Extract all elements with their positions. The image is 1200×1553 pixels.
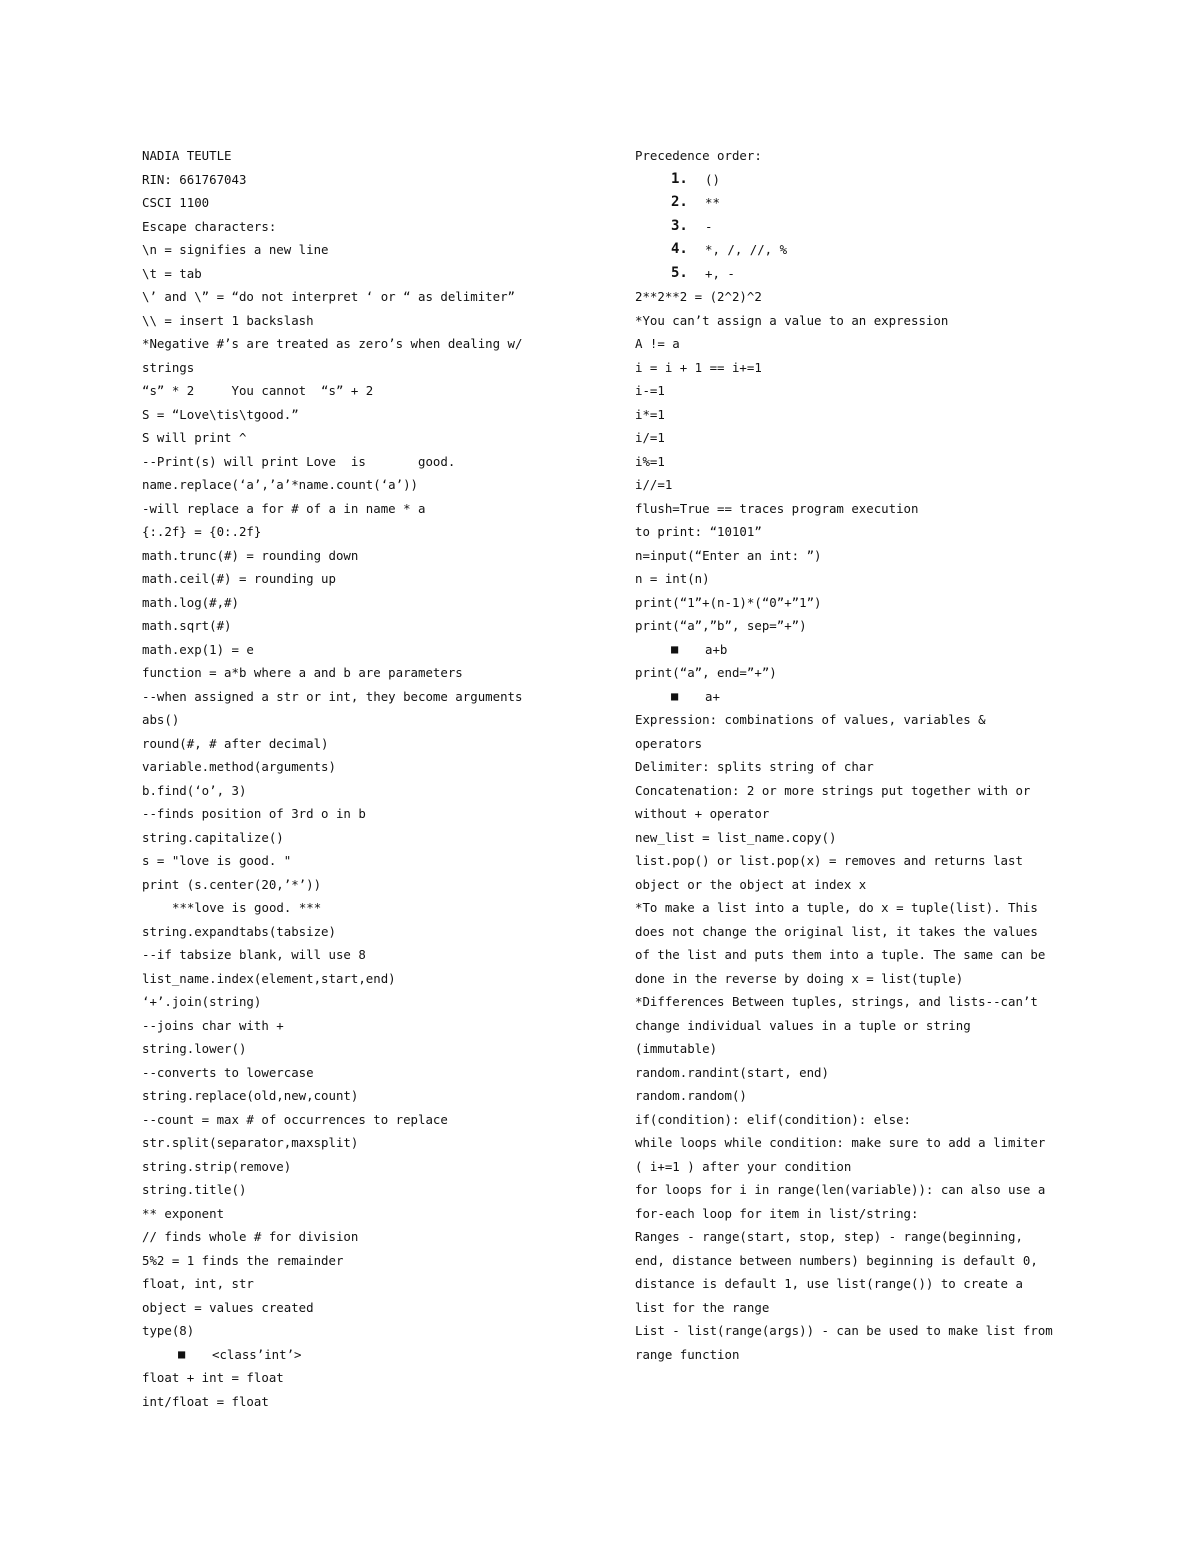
note-line: object or the object at index x <box>635 876 867 892</box>
note-line: if(condition): elif(condition): else: <box>635 1111 912 1127</box>
note-line: variable.method(arguments) <box>142 759 336 774</box>
note-line: --count = max # of occurrences to replace <box>142 1111 448 1127</box>
note-line: math.trunc(#) = rounding down <box>142 547 359 563</box>
right-column <box>635 144 1065 1366</box>
note-line: *Negative #’s are treated as zero’s when dealing w/ <box>142 336 523 351</box>
note-line: string.lower() <box>142 1041 247 1056</box>
note-line: print(“a”,”b”, sep=”+”) <box>635 618 807 633</box>
note-line: 5%2 = 1 finds the remainder <box>142 1252 344 1268</box>
note-line: string.expandtabs(tabsize) <box>142 923 336 939</box>
note-line: \t = tab <box>142 265 202 281</box>
note-line: i = i + 1 == i+=1 <box>635 359 762 375</box>
note-line: math.exp(1) = e <box>142 641 254 657</box>
note-line: --if tabsize blank, will use 8 <box>142 947 366 962</box>
note-line: distance is default 1, use list(range()) to create a <box>635 1276 1023 1291</box>
note-line: i%=1 <box>635 453 665 469</box>
note-line: does not change the original list, it takes the values <box>635 923 1038 939</box>
note-line: \\ = insert 1 backslash <box>142 312 314 328</box>
note-line: Escape characters: <box>142 218 277 234</box>
note-line: (immutable) <box>635 1041 718 1056</box>
item-number: 2. <box>671 194 688 210</box>
item-text: () <box>705 171 720 187</box>
note-line: --joins char with + <box>142 1017 284 1033</box>
item-number: 1. <box>671 170 688 187</box>
note-line: string.capitalize() <box>142 829 284 845</box>
note-line: --converts to lowercase <box>142 1064 314 1080</box>
note-line: Ranges - range(start, stop, step) - range(beginning, <box>635 1229 1023 1244</box>
note-line: “s” * 2 You cannot “s” + 2 <box>142 383 374 398</box>
note-line: A != a <box>635 336 680 351</box>
note-line: Precedence order: <box>635 148 762 163</box>
item-text: ** <box>705 195 720 210</box>
item-number: 5. <box>671 264 688 281</box>
note-line: \’ and \” = “do not interpret ‘ or “ as delimiter” <box>142 289 515 304</box>
numbered-item <box>635 191 1065 215</box>
left-column <box>142 144 582 1413</box>
note-line: i/=1 <box>635 430 665 445</box>
note-line: without + operator <box>635 806 770 821</box>
item-number: 4. <box>671 241 688 257</box>
note-line: math.ceil(#) = rounding up <box>142 571 336 586</box>
square-bullet-icon: ■ <box>178 1346 186 1361</box>
note-line: CSCI 1100 <box>142 195 210 210</box>
note-line: --when assigned a str or int, they become arguments <box>142 688 523 704</box>
note-line: string.replace(old,new,count) <box>142 1088 359 1103</box>
note-line: // finds whole # for division <box>142 1229 359 1244</box>
note-line: list.pop() or list.pop(x) = removes and returns last <box>635 853 1023 868</box>
item-number: 3. <box>671 217 688 234</box>
item-text: +, - <box>705 265 735 281</box>
note-line: float, int, str <box>142 1276 254 1291</box>
note-line: Expression: combinations of values, variables & <box>635 712 986 727</box>
note-line: Delimiter: splits string of char <box>635 759 874 774</box>
note-line: str.split(separator,maxsplit) <box>142 1135 359 1150</box>
note-line: RIN: 661767043 <box>142 171 247 187</box>
note-line: -will replace a for # of a in name * a <box>142 500 426 516</box>
note-line: random.randint(start, end) <box>635 1064 829 1080</box>
note-line: strings <box>142 359 195 375</box>
note-line: string.title() <box>142 1182 247 1197</box>
note-line: function = a*b where a and b are parameters <box>142 665 463 680</box>
note-line: object = values created <box>142 1299 314 1315</box>
numbered-item <box>635 238 1065 262</box>
note-line: list for the range <box>635 1299 770 1315</box>
item-text: a+b <box>705 641 728 657</box>
note-line: round(#, # after decimal) <box>142 735 329 751</box>
note-line: math.sqrt(#) <box>142 618 232 633</box>
note-line: done in the reverse by doing x = list(tuple) <box>635 970 964 986</box>
note-line: ‘+’.join(string) <box>142 994 262 1009</box>
note-line: *You can’t assign a value to an expression <box>635 312 949 328</box>
note-line: n = int(n) <box>635 571 710 586</box>
numbered-item <box>635 262 1065 286</box>
note-line: to print: “10101” <box>635 524 762 539</box>
note-line: range function <box>635 1346 740 1362</box>
note-line: ( i+=1 ) after your condition <box>635 1158 852 1174</box>
square-bullet-icon: ■ <box>671 641 679 656</box>
note-line: end, distance between numbers) beginning is default 0, <box>635 1252 1038 1268</box>
note-line: for loops for i in range(len(variable)): can also use a <box>635 1182 1046 1197</box>
note-line: string.strip(remove) <box>142 1158 292 1174</box>
note-line: ** exponent <box>142 1205 225 1221</box>
note-line: 2**2**2 = (2^2)^2 <box>635 289 762 304</box>
note-line: type(8) <box>142 1323 195 1338</box>
note-line: --finds position of 3rd o in b <box>142 806 366 821</box>
note-line: list_name.index(element,start,end) <box>142 970 396 986</box>
bullet-item <box>635 685 1065 709</box>
note-line: new_list = list_name.copy() <box>635 829 837 845</box>
note-line: *To make a list into a tuple, do x = tuple(list). This <box>635 900 1038 915</box>
note-line: flush=True == traces program execution <box>635 500 919 516</box>
note-line: i//=1 <box>635 477 673 492</box>
note-line: int/float = float <box>142 1393 269 1409</box>
note-line: {:.2f} = {0:.2f} <box>142 524 262 539</box>
item-text: - <box>705 218 713 234</box>
note-line: math.log(#,#) <box>142 594 239 610</box>
note-line: print(“a”, end=”+”) <box>635 665 777 680</box>
square-bullet-icon: ■ <box>671 688 679 703</box>
numbered-item <box>635 168 1065 192</box>
note-line: NADIA TEUTLE <box>142 148 232 163</box>
note-line: print (s.center(20,’*’)) <box>142 876 322 892</box>
note-line: S will print ^ <box>142 430 247 445</box>
bullet-item <box>635 638 1065 662</box>
note-line: b.find(‘o’, 3) <box>142 782 247 798</box>
note-line: List - list(range(args)) - can be used to make list from <box>635 1323 1053 1338</box>
note-line: --Print(s) will print Love is good. <box>142 453 456 469</box>
note-line: abs() <box>142 712 180 727</box>
note-line: S = “Love\tis\tgood.” <box>142 406 299 422</box>
note-line: n=input(“Enter an int: ”) <box>635 547 822 563</box>
note-line: i-=1 <box>635 383 665 398</box>
item-text: <class’int’> <box>212 1346 302 1362</box>
note-line: i*=1 <box>635 406 665 422</box>
note-line: operators <box>635 735 703 751</box>
note-line: random.random() <box>635 1088 747 1103</box>
note-line: ***love is good. *** <box>172 900 322 915</box>
note-line: print(“1”+(n-1)*(“0”+”1”) <box>635 594 822 610</box>
note-line: of the list and puts them into a tuple. The same can be <box>635 947 1046 962</box>
note-line: *Differences Between tuples, strings, and lists--can’t <box>635 994 1038 1009</box>
item-text: *, /, //, % <box>705 242 788 257</box>
note-line: float + int = float <box>142 1370 284 1385</box>
note-line: while loops while condition: make sure to add a limiter <box>635 1135 1046 1150</box>
note-line: name.replace(‘a’,’a’*name.count(‘a’)) <box>142 477 419 492</box>
item-text: a+ <box>705 688 720 704</box>
note-line: change individual values in a tuple or string <box>635 1017 971 1033</box>
note-line: for-each loop for item in list/string: <box>635 1205 919 1221</box>
bullet-item <box>142 1343 582 1367</box>
numbered-item <box>635 215 1065 239</box>
note-line: Concatenation: 2 or more strings put together with or <box>635 782 1031 798</box>
note-line: \n = signifies a new line <box>142 242 329 257</box>
note-line: s = "love is good. " <box>142 853 292 868</box>
